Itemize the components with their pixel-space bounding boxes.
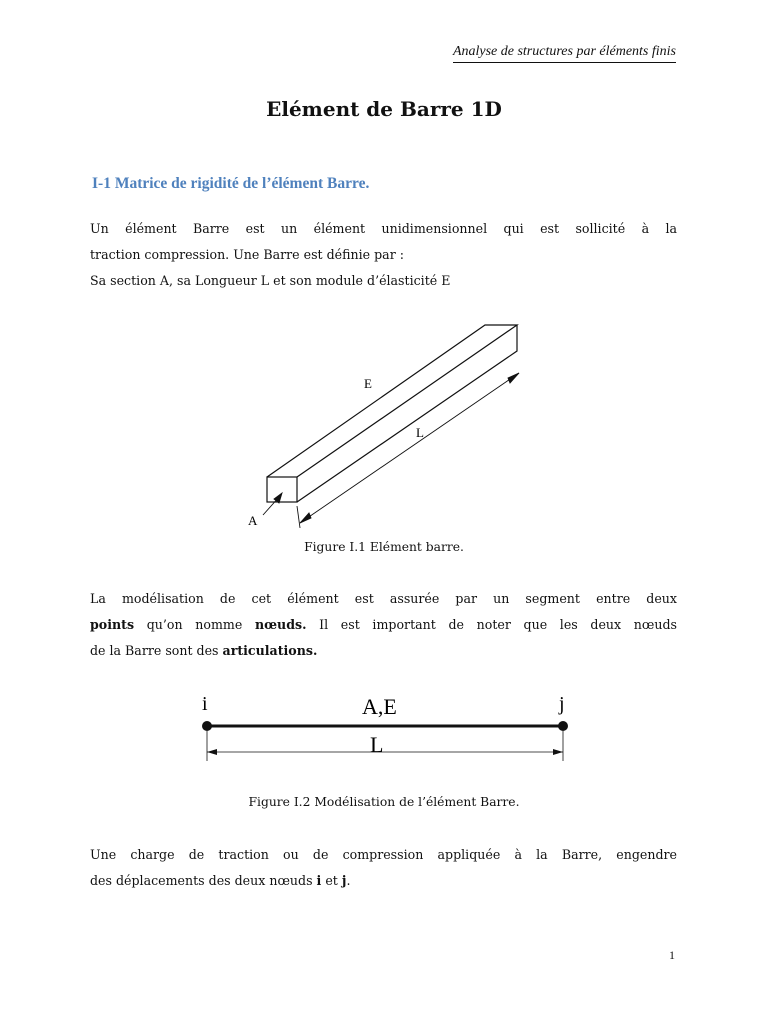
bar-cross-section [267, 477, 297, 502]
paragraph-definition [90, 216, 677, 294]
paragraph-modelisation [90, 586, 677, 664]
node-i-dot [202, 721, 212, 731]
bold-term: j [341, 873, 347, 888]
paragraph-line: La modélisation de cet élément est assurée par un segment entre deux [90, 591, 677, 606]
paragraph-line: Une charge de traction ou de compression appliquée à la Barre, engendre [90, 847, 677, 862]
bold-term: nœuds. [254, 617, 307, 632]
label-L: L [370, 732, 384, 757]
bar-model-figure [186, 688, 586, 768]
length-dimension-line [300, 373, 519, 523]
node-j-dot [558, 721, 568, 731]
paragraph-line: traction compression. Une Barre est définie par : [90, 247, 404, 262]
figure-caption-2: Figure I.2 Modélisation de l’élément Barre. [248, 795, 520, 809]
label-A: A [248, 513, 258, 528]
bar-side-face [297, 325, 517, 502]
running-header: Analyse de structures par éléments finis [453, 44, 676, 63]
section-heading: I-1 Matrice de rigidité de l’élément Barre. [92, 175, 370, 192]
paragraph-line: Un élément Barre est un élément unidimensionnel qui est sollicité à la [90, 221, 677, 236]
paragraph-line: Sa section A, sa Longueur L et son module d’élasticité E [90, 273, 451, 288]
label-AE: A,E [362, 694, 397, 719]
bold-term: i [316, 873, 322, 888]
bold-term: articulations. [222, 643, 318, 658]
label-E: E [364, 376, 372, 391]
bar-top-face [267, 325, 517, 477]
node-i-label: i [202, 693, 208, 715]
paragraph-line: de la Barre sont des articulations. [90, 643, 318, 658]
page-number: 1 [669, 948, 675, 962]
bold-term: points [90, 617, 135, 632]
paragraph-charge [90, 842, 677, 894]
document-title: Elément de Barre 1D [266, 97, 502, 121]
label-L: L [416, 425, 424, 440]
paragraph-line: des déplacements des deux nœuds i et j. [90, 873, 351, 888]
node-j-label: j [559, 693, 565, 715]
paragraph-line: points qu’on nomme nœuds. Il est important de noter que les deux nœuds [90, 617, 677, 632]
bar-3d-figure [244, 318, 534, 533]
figure-caption-1: Figure I.1 Elément barre. [304, 540, 464, 554]
